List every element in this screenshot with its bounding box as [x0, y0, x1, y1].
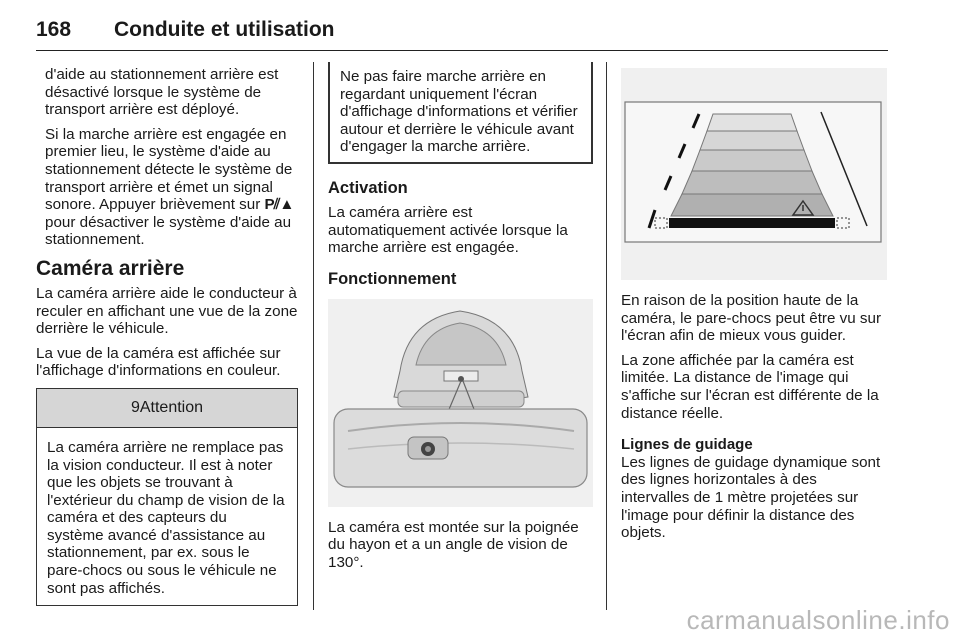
- column-divider-1: [313, 62, 314, 610]
- column-divider-2: [606, 62, 607, 610]
- paragraph-text: pour désactiver le système d'aide au stationnement.: [45, 213, 292, 249]
- page-number: 168: [36, 18, 72, 41]
- notice-box: Ne pas faire marche arrière en regardant uniquement l'écran d'affichage d'informations et vérifier autour et derrière le véhicule avant d'engager la marche arrière.: [328, 62, 593, 164]
- paragraph: [36, 126, 298, 249]
- watermark: carmanualsonline.info: [686, 605, 950, 635]
- paragraph: La caméra arrière est automatiquement activée lorsque la marche arrière est engagée.: [328, 203, 568, 257]
- paragraph: La zone affichée par la caméra est limitée. La distance de l'image qui s'affiche sur l'écran est différente de la distance réelle.: [621, 351, 879, 422]
- guide-lines-figure: [621, 68, 887, 280]
- paragraph-text: Si la marche arrière est engagée en premier lieu, le système d'aide au stationnement détecte le système de transport arrière et émet un signal sonore. Appuyer brièvement sur: [45, 125, 293, 214]
- attention-header: 9Attention: [37, 388, 297, 428]
- chapter-title: Conduite et utilisation: [114, 18, 335, 41]
- paragraph: d'aide au stationnement arrière est désactivé lorsque le système de transport arrière est déployé.: [45, 66, 279, 119]
- subheading: Lignes de guidage: [621, 436, 753, 454]
- column-2: [328, 66, 593, 579]
- attention-box: [36, 388, 298, 606]
- paragraph: La caméra arrière aide le conducteur à reculer en affichant une vue de la zone derrière le véhicule.: [36, 284, 298, 338]
- paragraph: La vue de la caméra est affichée sur l'affichage d'informations en couleur.: [36, 344, 281, 380]
- section-heading: Fonctionnement: [328, 269, 457, 288]
- figure-caption: La caméra est montée sur la poignée du hayon et a un angle de vision de 130°.: [328, 518, 579, 571]
- paragraph: Les lignes de guidage dynamique sont des lignes horizontales à des intervalles de 1 mètre projetées sur l'image pour définir la distance des objets.: [621, 453, 881, 542]
- section-heading: Activation: [328, 178, 408, 197]
- paragraph: En raison de la position haute de la caméra, le pare-chocs peut être vu sur l'écran afin de mieux vous guider.: [621, 292, 881, 345]
- column-3: [621, 66, 887, 549]
- column-1: [36, 66, 298, 606]
- attention-text: La caméra arrière ne remplace pas la vision conducteur. Il est à noter que les objets se trouvant à l'extérieur du champ de vision de la caméra et des capteurs du système avancé d'assistance au stationnement, par ex. sous le pare-chocs ou sous le véhicule ne sont pas affichés.: [47, 438, 285, 597]
- rear-camera-figure: [328, 299, 593, 507]
- park-assist-icon: P⫽▲: [264, 196, 294, 214]
- section-heading: Caméra arrière: [36, 256, 185, 280]
- page-header: [36, 14, 888, 51]
